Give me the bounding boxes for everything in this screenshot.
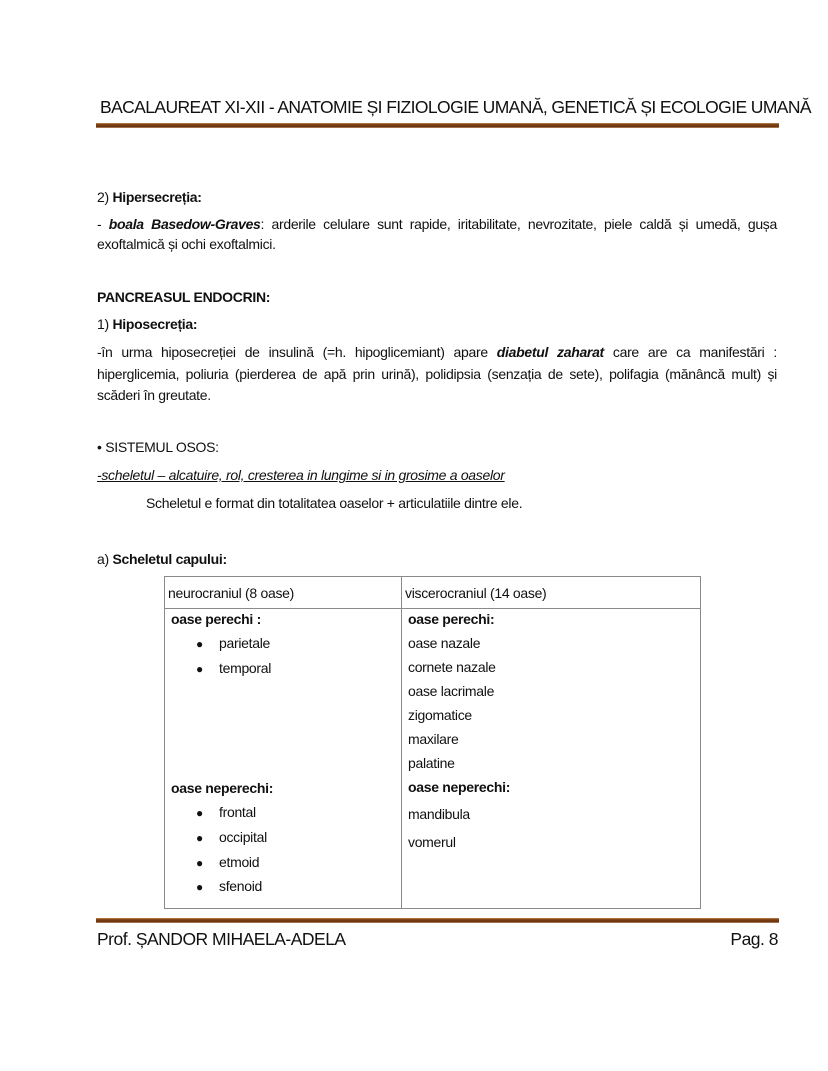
pancreas-heading: PANCREASUL ENDOCRIN: bbox=[97, 289, 271, 305]
section-heading: Hiposecreția: bbox=[112, 316, 198, 332]
footer-author: Prof. ȘANDOR MIHAELA-ADELA bbox=[97, 929, 346, 949]
list-item: sfenoid bbox=[219, 878, 263, 894]
dash: - bbox=[97, 216, 109, 232]
list-item: maxilare bbox=[408, 731, 459, 747]
heading: Scheletul capului: bbox=[112, 551, 227, 567]
list-item: etmoid bbox=[219, 854, 260, 870]
neurocraniu-perechi-label: oase perechi : bbox=[171, 611, 261, 627]
viscerocraniu-perechi-label: oase perechi: bbox=[408, 611, 495, 627]
section-number: 2) bbox=[97, 189, 113, 205]
section-number: 1) bbox=[97, 316, 113, 332]
neurocraniu-cell bbox=[165, 609, 402, 909]
prefix: a) bbox=[97, 551, 113, 567]
text: care are ca manifestări : hiperglicemia, poliuria (pierderea de apă prin urină), polidipsia (senzația de sete), polifagia (mănâncă mult) și scăderi în greutate. bbox=[97, 344, 778, 403]
bullet-icon: ● bbox=[196, 637, 203, 651]
list-item: vomerul bbox=[408, 834, 456, 850]
text: -în urma hiposecreției de insulină (=h. hipoglicemiant) apare bbox=[97, 344, 497, 360]
hiposecretia-heading bbox=[97, 314, 197, 334]
sistemul-osos-description: Scheletul e format din totalitatea oaselor + articulatiile dintre ele. bbox=[146, 495, 523, 511]
bullet-icon: ● bbox=[196, 856, 203, 870]
pancreas-paragraph bbox=[97, 342, 777, 407]
page-header-title: BACALAUREAT XI-XII - ANATOMIE ȘI FIZIOLOGIE UMANĂ, GENETICĂ ȘI ECOLOGIE UMANĂ bbox=[100, 97, 811, 117]
skull-bones-table bbox=[164, 576, 701, 909]
viscerocraniu-neperechi-label: oase neperechi: bbox=[408, 779, 511, 795]
bullet-icon: ● bbox=[196, 806, 203, 820]
disease-name: boala Basedow-Graves bbox=[108, 216, 261, 232]
list-item: occipital bbox=[219, 829, 267, 845]
sistemul-osos-subtitle: -scheletul – alcatuire, rol, cresterea in lungime si in grosime a oaselor bbox=[97, 467, 505, 483]
list-item: mandibula bbox=[408, 806, 470, 822]
hipersecretia-heading bbox=[97, 187, 202, 207]
header-rule bbox=[96, 123, 779, 128]
neurocraniu-neperechi-label: oase neperechi: bbox=[171, 780, 274, 796]
list-item: frontal bbox=[219, 804, 256, 820]
disease-description: : arderile celulare sunt rapide, iritabilitate, nevrozitate, piele caldă și umedă, gușa exoftalmică și ochi exoftalmici. bbox=[97, 216, 777, 252]
section-heading: Hipersecreția: bbox=[112, 189, 202, 205]
list-item: oase lacrimale bbox=[408, 683, 495, 699]
disease-name: diabetul zaharat bbox=[496, 344, 604, 360]
table-row bbox=[165, 609, 701, 909]
list-item: oase nazale bbox=[408, 635, 481, 651]
footer-rule bbox=[96, 918, 779, 923]
table-header-row bbox=[165, 577, 701, 609]
bullet-icon: ● bbox=[196, 880, 203, 894]
sistemul-osos-heading: • SISTEMUL OSOS: bbox=[97, 439, 219, 455]
header-viscerocraniu: viscerocraniul (14 oase) bbox=[402, 577, 701, 609]
list-item: parietale bbox=[219, 635, 271, 651]
list-item: zigomatice bbox=[408, 707, 472, 723]
list-item: cornete nazale bbox=[408, 659, 496, 675]
list-item: palatine bbox=[408, 755, 455, 771]
viscerocraniu-cell bbox=[402, 609, 701, 909]
hipersecretia-paragraph bbox=[97, 214, 777, 254]
scheletul-capului-heading bbox=[97, 549, 227, 569]
bullet-icon: ● bbox=[196, 831, 203, 845]
footer-page-number: Pag. 8 bbox=[730, 929, 778, 949]
list-item: temporal bbox=[219, 660, 272, 676]
header-neurocraniu: neurocraniul (8 oase) bbox=[165, 577, 402, 609]
bullet-icon: ● bbox=[196, 662, 203, 676]
